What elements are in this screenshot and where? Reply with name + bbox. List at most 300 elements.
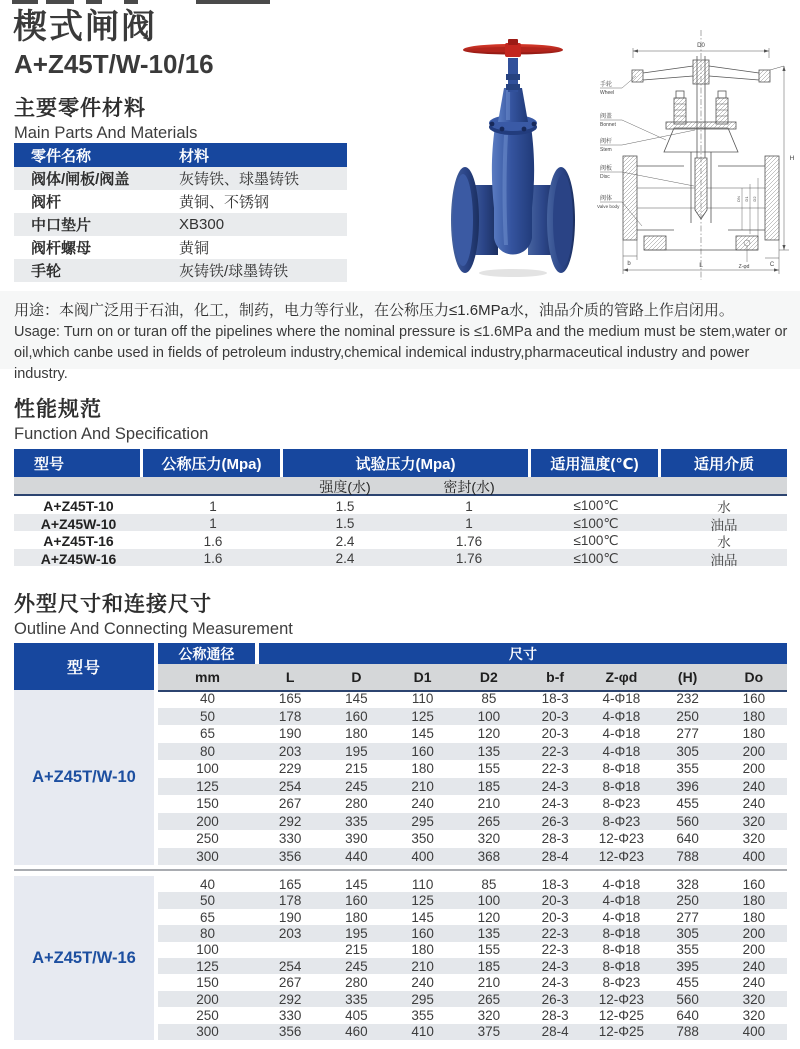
spec-header-nominal: 公称压力(Mpa) bbox=[143, 449, 280, 477]
spec-header-temp: 适用温度(℃) bbox=[531, 449, 658, 477]
dimension-cell: 8-Φ18 bbox=[602, 925, 641, 941]
dimension-cell: 335 bbox=[345, 991, 368, 1007]
dimension-cell: 560 bbox=[676, 991, 699, 1007]
dimension-cell: 265 bbox=[477, 813, 501, 829]
dimension-cell: 215 bbox=[345, 942, 368, 958]
dimension-cell: 560 bbox=[676, 813, 699, 829]
dimension-cell: 460 bbox=[345, 1024, 368, 1040]
dimension-cell: 356 bbox=[278, 848, 302, 864]
dimension-cell: 185 bbox=[477, 958, 501, 974]
dim-label-h: H bbox=[789, 155, 795, 162]
valve-technical-drawing bbox=[596, 18, 800, 292]
dim-subheader-cell: L bbox=[285, 669, 295, 685]
spec-cell-temp: ≤100℃ bbox=[573, 550, 619, 566]
dimension-cell: 125 bbox=[411, 893, 434, 909]
dim-label-l: L bbox=[699, 262, 703, 269]
dimension-cell: 24-3 bbox=[541, 778, 569, 794]
material-cell: XB300 bbox=[179, 216, 225, 233]
dimension-cell: 8-Φ18 bbox=[602, 942, 641, 958]
dimension-cell: 180 bbox=[742, 909, 766, 925]
dimension-cell: 160 bbox=[345, 893, 368, 909]
dimension-row bbox=[158, 848, 787, 866]
dimension-cell: 150 bbox=[196, 796, 219, 812]
dimension-cell: 12-Φ23 bbox=[598, 848, 645, 864]
dimension-cell: 4-Φ18 bbox=[602, 708, 641, 724]
spec-cell-seal: 1 bbox=[465, 516, 473, 531]
dimension-cell: 65 bbox=[199, 726, 216, 742]
dimension-cell: 110 bbox=[411, 876, 434, 892]
dim-subheader-cell: mm bbox=[195, 669, 220, 685]
spec-cell-np: 1 bbox=[209, 516, 217, 531]
dimension-row bbox=[158, 991, 787, 1007]
dimension-cell: 200 bbox=[742, 743, 766, 759]
dim-label-dn: DN bbox=[736, 196, 741, 202]
dimension-cell: 396 bbox=[676, 778, 699, 794]
dimension-cell: 330 bbox=[278, 831, 302, 847]
materials-row bbox=[14, 236, 347, 259]
dimension-cell: 295 bbox=[411, 991, 434, 1007]
spec-cell-model: A+Z45T-16 bbox=[43, 533, 114, 549]
dim-subheader-cell: D bbox=[351, 669, 362, 685]
dimension-cell: 200 bbox=[196, 813, 219, 829]
dimension-cell: 8-Φ18 bbox=[602, 761, 641, 777]
part-name-cell: 阀体/闸板/阀盖 bbox=[31, 171, 130, 188]
dimension-cell: 24-3 bbox=[541, 975, 569, 991]
dimension-cell: 110 bbox=[411, 691, 434, 707]
part-name-cell: 阀杆 bbox=[31, 194, 62, 211]
dimension-cell: 328 bbox=[676, 876, 699, 892]
dimension-row bbox=[158, 708, 787, 726]
dimension-cell: 245 bbox=[345, 778, 368, 794]
dimension-cell: 400 bbox=[742, 848, 766, 864]
materials-table-header bbox=[14, 143, 347, 167]
materials-heading-en: Main Parts And Materials bbox=[14, 124, 198, 142]
dimension-cell: 160 bbox=[345, 708, 368, 724]
spec-row bbox=[14, 514, 787, 532]
dimension-cell: 400 bbox=[742, 1024, 766, 1040]
spec-cell-temp: ≤100℃ bbox=[573, 515, 619, 531]
dimension-row bbox=[158, 725, 787, 743]
dimension-cell: 355 bbox=[676, 761, 699, 777]
callout-body-en: Valve body bbox=[597, 204, 620, 209]
dimension-cell: 180 bbox=[742, 708, 766, 724]
dimension-cell: 40 bbox=[199, 691, 216, 707]
spec-cell-seal: 1 bbox=[465, 498, 473, 514]
page-model-code: A+Z45T/W-10/16 bbox=[14, 49, 214, 79]
dimension-cell: 4-Φ18 bbox=[602, 893, 641, 909]
dimension-cell: 405 bbox=[345, 1007, 368, 1023]
dimension-cell: 640 bbox=[676, 1007, 699, 1023]
dimension-cell: 240 bbox=[742, 958, 766, 974]
dimension-cell: 125 bbox=[196, 778, 219, 794]
dimension-cell: 165 bbox=[278, 876, 302, 892]
dimension-cell: 455 bbox=[676, 796, 699, 812]
dimensions-section-heading bbox=[14, 593, 293, 639]
spec-cell-medium: 水 bbox=[717, 535, 731, 550]
spec-subheader-strength: 强度(水) bbox=[319, 479, 371, 495]
dimension-cell: 300 bbox=[196, 1024, 219, 1040]
dimension-cell: 400 bbox=[411, 848, 434, 864]
dimension-cell: 267 bbox=[278, 796, 302, 812]
dimension-cell: 356 bbox=[278, 1024, 302, 1040]
dim-model-cell-10: A+Z45T/W-10 bbox=[14, 690, 154, 865]
dimension-cell: 203 bbox=[278, 925, 302, 941]
spec-cell-model: A+Z45T-10 bbox=[43, 498, 114, 514]
materials-section-heading bbox=[14, 97, 197, 143]
dimension-cell: 292 bbox=[278, 813, 302, 829]
dimension-cell: 240 bbox=[742, 796, 766, 812]
dim-table-subheader bbox=[158, 664, 787, 690]
spec-cell-strength: 2.4 bbox=[335, 533, 355, 549]
dimension-cell: 305 bbox=[676, 925, 699, 941]
dimension-cell: 320 bbox=[477, 1007, 501, 1023]
dimension-table bbox=[14, 643, 787, 1040]
dimension-cell: 18-3 bbox=[541, 691, 569, 707]
dimension-cell: 229 bbox=[278, 761, 302, 777]
dimension-cell: 368 bbox=[477, 848, 501, 864]
dimension-cell: 180 bbox=[345, 909, 368, 925]
dimension-cell: 160 bbox=[742, 691, 766, 707]
dimension-cell: 320 bbox=[742, 991, 766, 1007]
dimension-cell: 390 bbox=[345, 831, 368, 847]
dimension-cell: 277 bbox=[676, 909, 699, 925]
dimension-cell: 20-3 bbox=[541, 893, 569, 909]
dimension-cell: 240 bbox=[742, 975, 766, 991]
dimension-cell: 135 bbox=[477, 743, 501, 759]
dimension-cell: 410 bbox=[411, 1024, 434, 1040]
spec-header-model: 型号 bbox=[14, 449, 140, 477]
dimension-cell: 292 bbox=[278, 991, 302, 1007]
dimension-cell: 24-3 bbox=[541, 796, 569, 812]
dimension-cell: 100 bbox=[477, 893, 501, 909]
valve-product-photo bbox=[448, 30, 578, 278]
dimension-cell: 640 bbox=[676, 831, 699, 847]
spec-row bbox=[14, 549, 787, 567]
dimension-cell: 350 bbox=[411, 831, 434, 847]
dimension-row bbox=[158, 892, 787, 908]
dimension-cell: 240 bbox=[742, 778, 766, 794]
dimension-cell: 195 bbox=[345, 743, 368, 759]
dimension-cell: 80 bbox=[199, 925, 216, 941]
dimension-cell: 190 bbox=[278, 909, 302, 925]
callout-disc-en: Disc bbox=[600, 174, 610, 180]
dimension-cell: 22-3 bbox=[541, 925, 569, 941]
dimension-cell: 145 bbox=[411, 909, 434, 925]
materials-table bbox=[14, 143, 347, 282]
dimension-cell: 150 bbox=[196, 975, 219, 991]
materials-header-material: 材料 bbox=[179, 147, 210, 165]
dimension-cell: 232 bbox=[676, 691, 699, 707]
dimension-cell: 4-Φ18 bbox=[602, 726, 641, 742]
part-name-cell: 中口垫片 bbox=[31, 217, 92, 234]
dimension-cell: 440 bbox=[345, 848, 368, 864]
dimension-cell: 4-Φ18 bbox=[602, 743, 641, 759]
dimension-cell: 20-3 bbox=[541, 726, 569, 742]
dimension-cell: 280 bbox=[345, 796, 368, 812]
dimension-cell: 160 bbox=[411, 743, 434, 759]
spec-table bbox=[14, 449, 787, 566]
spec-table-body bbox=[14, 496, 787, 566]
materials-heading-zh: 主要零件材料 bbox=[14, 97, 146, 120]
dimension-row bbox=[158, 925, 787, 941]
spec-header-medium: 适用介质 bbox=[661, 449, 787, 477]
dimension-cell: 18-3 bbox=[541, 876, 569, 892]
spec-header-test: 试验压力(Mpa) bbox=[283, 449, 528, 477]
dimension-cell: 8-Φ23 bbox=[602, 975, 641, 991]
part-name-cell: 阀杆螺母 bbox=[31, 240, 92, 257]
dimension-cell: 22-3 bbox=[541, 743, 569, 759]
dimension-cell: 254 bbox=[278, 778, 302, 794]
dimension-cell: 200 bbox=[742, 942, 766, 958]
dimension-cell: 155 bbox=[477, 761, 501, 777]
dimension-cell: 28-4 bbox=[541, 1024, 569, 1040]
dimension-cell: 240 bbox=[411, 796, 434, 812]
dimension-cell: 250 bbox=[676, 708, 699, 724]
dimension-row bbox=[158, 1024, 787, 1040]
dimension-cell: 8-Φ18 bbox=[602, 958, 641, 974]
dimension-cell: 165 bbox=[278, 691, 302, 707]
dimension-cell: 85 bbox=[481, 876, 497, 892]
dim-subheader-cell: (H) bbox=[677, 669, 698, 685]
dimension-row bbox=[158, 830, 787, 848]
dimension-cell: 355 bbox=[676, 942, 699, 958]
dimension-cell: 65 bbox=[199, 909, 216, 925]
page-title: 楔式闸阀 bbox=[13, 8, 157, 46]
dim-subheader-cell: Do bbox=[744, 669, 764, 685]
dimension-cell: 210 bbox=[477, 975, 501, 991]
spec-cell-seal: 1.76 bbox=[455, 551, 483, 566]
dimension-cell: 120 bbox=[477, 726, 501, 742]
spec-cell-model: A+Z45W-10 bbox=[40, 515, 117, 532]
material-cell: 灰铸铁/球墨铸铁 bbox=[179, 263, 289, 280]
dim-header-dn: 公称通径 bbox=[158, 643, 255, 664]
dimension-cell: 277 bbox=[676, 726, 699, 742]
materials-row bbox=[14, 259, 347, 282]
spec-subheader-seal: 密封(水) bbox=[443, 479, 495, 495]
dimension-row bbox=[158, 942, 787, 958]
dimension-row bbox=[158, 778, 787, 796]
dimension-cell: 190 bbox=[278, 726, 302, 742]
dimension-cell: 335 bbox=[345, 813, 368, 829]
dim-subheader-cell: D1 bbox=[413, 669, 432, 685]
callout-wheel-en: Wheel bbox=[600, 90, 615, 96]
dimension-cell: 200 bbox=[742, 761, 766, 777]
dimension-cell: 250 bbox=[196, 1007, 219, 1023]
dimension-cell: 4-Φ18 bbox=[602, 876, 641, 892]
dimension-cell: 50 bbox=[199, 708, 216, 724]
dimension-row bbox=[158, 795, 787, 813]
dimension-cell: 100 bbox=[196, 942, 219, 958]
dimension-cell: 145 bbox=[411, 726, 434, 742]
dimension-cell: 20-3 bbox=[541, 909, 569, 925]
dimension-cell: 250 bbox=[196, 831, 219, 847]
dimension-cell: 320 bbox=[742, 831, 766, 847]
dimension-cell: 24-3 bbox=[541, 958, 569, 974]
dim-label-b: b bbox=[627, 261, 631, 267]
spec-cell-medium: 水 bbox=[717, 500, 731, 515]
material-cell: 黄铜、不锈钢 bbox=[179, 194, 270, 211]
spec-row bbox=[14, 531, 787, 549]
spec-cell-strength: 1.5 bbox=[335, 516, 355, 531]
dimension-cell: 200 bbox=[742, 925, 766, 941]
callout-stem-en: Stem bbox=[600, 147, 612, 153]
dimension-cell: 28-3 bbox=[541, 831, 569, 847]
dimensions-heading-zh: 外型尺寸和连接尺寸 bbox=[14, 593, 212, 616]
dim-label-d2: D2 bbox=[752, 196, 757, 202]
dimension-cell: 50 bbox=[199, 893, 216, 909]
spec-cell-np: 1.6 bbox=[203, 551, 223, 566]
callout-bonnet-zh: 阀盖 bbox=[600, 114, 613, 120]
spec-cell-temp: ≤100℃ bbox=[573, 498, 619, 513]
dimension-cell: 395 bbox=[676, 958, 699, 974]
dimension-cell: 250 bbox=[676, 893, 699, 909]
dimension-row bbox=[158, 876, 787, 892]
dimension-cell: 295 bbox=[411, 813, 434, 829]
dim-model-cell-16: A+Z45T/W-16 bbox=[14, 876, 154, 1040]
spec-cell-strength: 1.5 bbox=[335, 498, 355, 514]
spec-heading-en: Function And Specification bbox=[14, 425, 209, 443]
dimension-cell: 28-4 bbox=[541, 848, 569, 864]
dimension-cell: 135 bbox=[477, 925, 501, 941]
dimension-cell: 160 bbox=[742, 876, 766, 892]
dimension-cell: 375 bbox=[477, 1024, 501, 1040]
dimension-row bbox=[158, 690, 787, 708]
dimension-row bbox=[158, 974, 787, 990]
dimension-cell: 280 bbox=[345, 975, 368, 991]
callout-disc-zh: 阀板 bbox=[600, 166, 613, 172]
dimension-cell: 8-Φ23 bbox=[602, 813, 641, 829]
dimension-cell: 180 bbox=[411, 942, 434, 958]
dimension-cell: 28-3 bbox=[541, 1007, 569, 1023]
dimension-cell: 8-Φ23 bbox=[602, 796, 641, 812]
materials-row bbox=[14, 167, 347, 190]
dimension-row bbox=[158, 958, 787, 974]
dimension-cell: 210 bbox=[411, 778, 434, 794]
dimension-cell: 320 bbox=[742, 1007, 766, 1023]
dimension-cell: 12-Φ25 bbox=[598, 1024, 645, 1040]
dimension-cell: 180 bbox=[742, 726, 766, 742]
drawing-geometry bbox=[600, 30, 789, 280]
dimension-row bbox=[158, 813, 787, 831]
dim-subheader-cell: D2 bbox=[479, 669, 498, 685]
dim-subheader-cell: Z-φd bbox=[605, 669, 638, 685]
dimension-cell: 100 bbox=[196, 761, 219, 777]
dim-subheader-cell: b-f bbox=[546, 669, 565, 685]
dimension-cell: 305 bbox=[676, 743, 699, 759]
dimension-row bbox=[158, 1007, 787, 1023]
dimension-cell: 210 bbox=[477, 796, 501, 812]
dimension-row bbox=[158, 743, 787, 761]
dimension-cell: 320 bbox=[742, 813, 766, 829]
spec-cell-strength: 2.4 bbox=[335, 551, 355, 566]
dimension-cell: 178 bbox=[278, 708, 302, 724]
dimension-cell: 8-Φ18 bbox=[602, 778, 641, 794]
spec-cell-np: 1.6 bbox=[203, 533, 223, 549]
callout-wheel-zh: 手轮 bbox=[600, 82, 613, 88]
dimension-row bbox=[158, 760, 787, 778]
dimension-cell: 195 bbox=[345, 925, 368, 941]
spec-row bbox=[14, 496, 787, 514]
material-cell: 黄铜 bbox=[179, 240, 210, 257]
callout-body-zh: 阀体 bbox=[600, 196, 613, 202]
usage-note bbox=[0, 291, 800, 382]
dimension-cell: 20-3 bbox=[541, 708, 569, 724]
valve-photo-graphic bbox=[451, 39, 575, 277]
material-cell: 灰铸铁、球墨铸铁 bbox=[179, 171, 300, 188]
dim-header-model: 型号 bbox=[14, 643, 154, 690]
spec-cell-np: 1 bbox=[209, 498, 217, 514]
dimension-cell: 155 bbox=[477, 942, 501, 958]
dimension-cell: 215 bbox=[345, 761, 368, 777]
spec-heading-zh: 性能规范 bbox=[14, 398, 102, 421]
dimension-cell: 26-3 bbox=[541, 991, 569, 1007]
spec-cell-seal: 1.76 bbox=[455, 533, 483, 549]
dimensions-heading-en: Outline And Connecting Measurement bbox=[14, 620, 293, 638]
dimension-cell: 180 bbox=[411, 761, 434, 777]
dimension-cell: 200 bbox=[196, 991, 219, 1007]
dimension-cell: 12-Φ23 bbox=[598, 991, 645, 1007]
dimension-cell: 180 bbox=[345, 726, 368, 742]
dimension-cell: 788 bbox=[676, 848, 699, 864]
spec-cell-model: A+Z45W-16 bbox=[40, 550, 117, 567]
dimension-cell: 12-Φ23 bbox=[598, 831, 645, 847]
dimension-cell: 4-Φ18 bbox=[602, 691, 641, 707]
dimension-cell: 4-Φ18 bbox=[602, 909, 641, 925]
materials-row bbox=[14, 190, 347, 213]
dim-header-size: 尺寸 bbox=[259, 643, 787, 664]
dimension-cell: 203 bbox=[278, 743, 302, 759]
dimension-cell: 145 bbox=[345, 876, 368, 892]
spec-table-subheader bbox=[14, 477, 787, 494]
callout-stem-zh: 阀杆 bbox=[600, 139, 613, 145]
materials-table-body bbox=[14, 167, 347, 282]
dimension-cell: 120 bbox=[477, 909, 501, 925]
dimension-cell: 180 bbox=[742, 893, 766, 909]
dimension-cell: 160 bbox=[411, 925, 434, 941]
spec-cell-temp: ≤100℃ bbox=[573, 533, 619, 548]
dimension-cell: 22-3 bbox=[541, 942, 569, 958]
dimension-cell: 85 bbox=[481, 691, 497, 707]
dimension-cell: 330 bbox=[278, 1007, 302, 1023]
dimension-cell: 12-Φ25 bbox=[598, 1007, 645, 1023]
spec-cell-medium: 油品 bbox=[710, 517, 738, 533]
callout-bonnet-en: Bonnet bbox=[600, 122, 616, 128]
dimension-cell: 80 bbox=[199, 743, 216, 759]
usage-text-en: Usage: Turn on or turan off the pipelines where the nominal pressure is ≤1.6MPa and the medium must be stem,water or oil,which canbe used in fields of petroleum industry,chemical indemical industry,pharmaceutical industry and power industry. bbox=[14, 324, 788, 382]
dim-label-z: Z-φd bbox=[738, 264, 750, 270]
dimension-cell: 26-3 bbox=[541, 813, 569, 829]
dimension-cell: 455 bbox=[676, 975, 699, 991]
dimension-cell: 240 bbox=[411, 975, 434, 991]
dim-rows-1 bbox=[158, 876, 787, 1040]
dimension-cell: 320 bbox=[477, 831, 501, 847]
spec-table-header bbox=[14, 449, 787, 477]
dim-label-d1: D1 bbox=[744, 196, 749, 202]
dimension-cell: 145 bbox=[345, 691, 368, 707]
spec-cell-medium: 油品 bbox=[710, 552, 738, 568]
materials-row bbox=[14, 213, 347, 236]
dimension-cell: 40 bbox=[199, 876, 216, 892]
part-name-cell: 手轮 bbox=[31, 263, 62, 280]
dimension-cell: 355 bbox=[411, 1007, 434, 1023]
dim-table-divider bbox=[14, 869, 787, 871]
dimension-cell: 254 bbox=[278, 958, 302, 974]
dimension-cell: 265 bbox=[477, 991, 501, 1007]
dimension-cell: 178 bbox=[278, 893, 302, 909]
dimension-cell: 788 bbox=[676, 1024, 699, 1040]
dim-label-c: C bbox=[769, 262, 775, 268]
dimension-cell: 210 bbox=[411, 958, 434, 974]
